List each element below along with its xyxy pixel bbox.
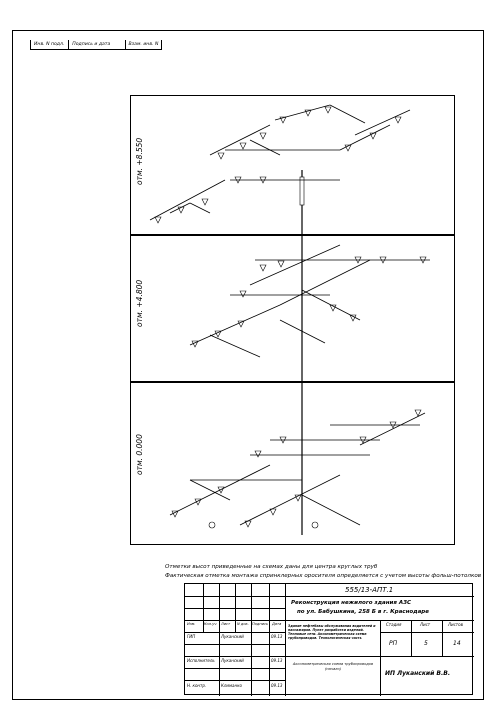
role-label: Исполнитель: [187, 658, 215, 663]
pipe-scheme: [130, 95, 455, 545]
signer-name: Климанко: [221, 683, 242, 688]
doc-code: 555/13-АПТ.1: [345, 586, 394, 594]
header-col: N док.: [237, 622, 249, 626]
company-name: ИП Луканский В.В.: [385, 670, 451, 677]
title-block: [184, 583, 473, 695]
side-stamp-cell: Инв. N подл.: [31, 40, 69, 49]
sign-date: 09.13: [271, 683, 283, 688]
header-col: Кол.уч: [204, 622, 217, 626]
project-title-line-1: Реконструкция нежилого здания АЗС: [291, 600, 412, 606]
side-stamp-cell: Подпись и дата: [69, 40, 125, 49]
sheet-number: 5: [424, 640, 428, 647]
stage-value: РП: [389, 640, 398, 647]
sign-date: 09.13: [271, 634, 283, 639]
signer-name: Луканский: [221, 634, 244, 639]
sheet-description: Здание нефтебазы обслуживания водителей и пассажиров. Пункт разработки изделий. Тепловые сети. Аксонометрическая схема трубопроводов. Технологическая часть: [288, 624, 376, 640]
sheet-count: 14: [453, 640, 461, 647]
header-col: Изм.: [187, 622, 196, 626]
side-stamp-cell: Взам. инв. N: [128, 42, 159, 47]
level-label: отм. +4.800: [135, 279, 144, 327]
header-col: Дата: [272, 622, 282, 626]
project-title-line-2: по ул. Бабушкина, 258 Б в г. Краснодаре: [297, 609, 429, 615]
role-label: Н. контр.: [187, 683, 207, 688]
sign-date: 09.13: [271, 658, 283, 663]
pipe-network-level-3: [170, 410, 425, 528]
note-line: Фактическая отметка монтажа спринклерных оросителя определяется с учетом высоты фольш-потолков: [165, 573, 482, 579]
stage-header: Стадия: [386, 622, 402, 627]
header-col: Подпись: [252, 622, 269, 626]
side-stamp: [30, 40, 162, 50]
note-line: Отметки высот приведенные на схемах даны для центра круглых труб: [165, 564, 378, 570]
role-label: ГИП: [187, 634, 196, 639]
drawing-notes: [165, 563, 481, 581]
level-label: отм. 0.000: [135, 434, 144, 475]
signer-name: Луканский: [221, 658, 244, 663]
axonometric-drawing: [130, 95, 455, 545]
level-label: отм. +8.550: [135, 137, 144, 185]
drawing-name: Аксонометрическая схема трубопроводов (начало): [292, 662, 374, 671]
pipe-network-level-1: [150, 105, 410, 223]
header-col: Лист: [221, 622, 231, 626]
sheet-header: Лист: [420, 622, 431, 627]
pipe-network-level-2: [190, 245, 430, 357]
sheets-header: Листов: [448, 622, 463, 627]
